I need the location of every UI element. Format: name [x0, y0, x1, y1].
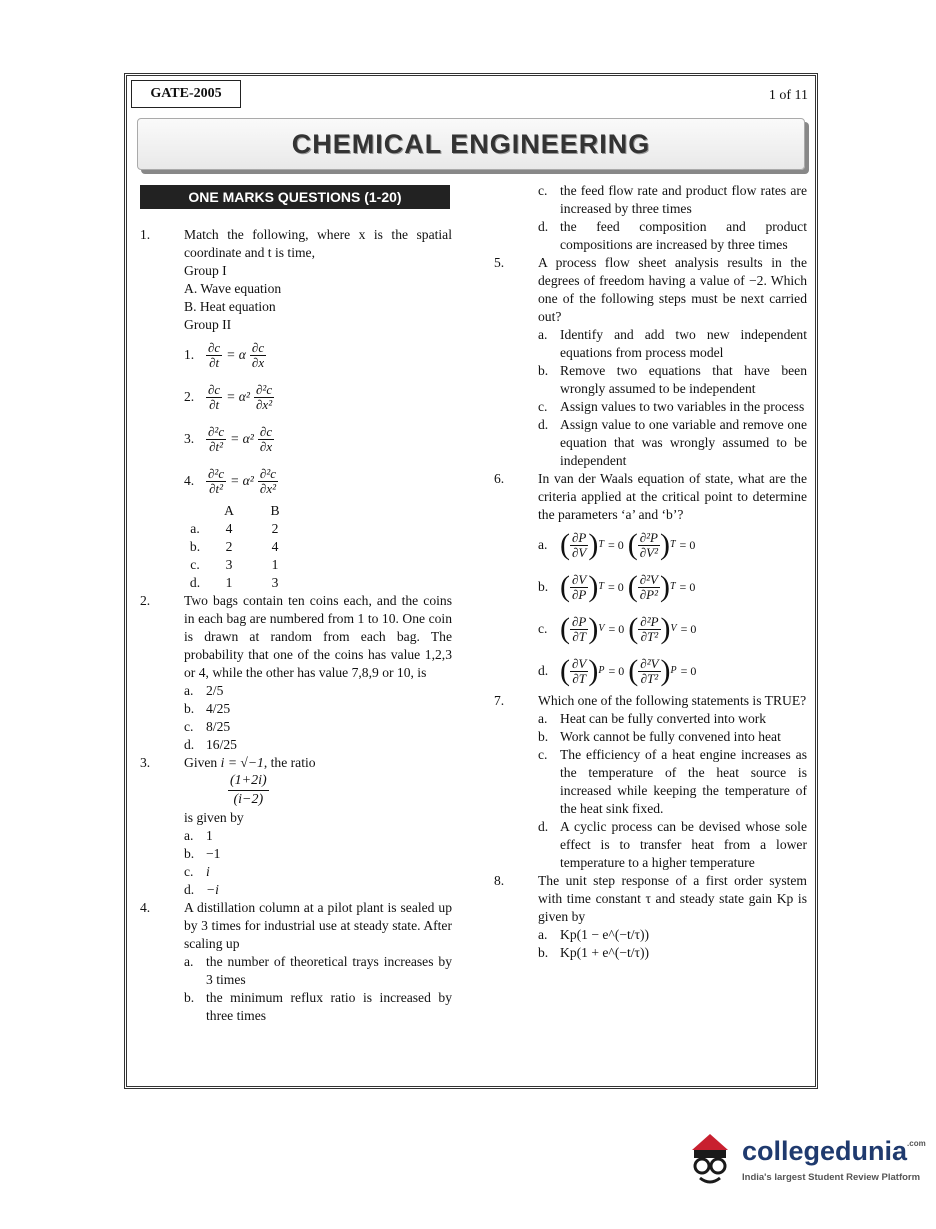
- group-label: Group II: [184, 317, 232, 332]
- question-text: Two bags contain ten coins each, and the coins in each bag are numbered from 1 to 10. One coin is drawn at random from each bag. The probability that one of the coins has value 1,2,3 or 4, while the other has value 7,8,9 or 10, is: [184, 593, 452, 680]
- option: a. Identify and add two new independent equations from process model: [538, 327, 807, 360]
- vdw-option: c. ( $\frac{\partial P}{\partial T}$ ) V = 0 ( $\frac{\text{∂²P}}{\text{∂T²}}$ ) V = 0: [538, 612, 697, 645]
- question-number: 6.: [494, 471, 505, 486]
- option: a. 1: [184, 828, 213, 843]
- question-text: A process flow sheet analysis results in the degrees of freedom having a value of −2. Which one of the following steps must be next carried out?: [538, 255, 807, 324]
- option: b. the minimum reflux ratio is increased by three times: [184, 990, 452, 1023]
- option: c. The efficiency of a heat engine increases as the temperature of the heat source is increased while keeping the temperature of the heat sink fixed.: [538, 747, 807, 816]
- vdw-option: d. ( $\frac{\partial V}{\partial T}$ ) P = 0 ( $\frac{\text{∂²V}}{\text{∂T²}}$ ) P = 0: [538, 654, 697, 687]
- question-1: [140, 226, 452, 502]
- left-column: [140, 226, 452, 1025]
- question-text: Which one of the following statements is TRUE?: [538, 693, 807, 708]
- option: c. Assign values to two variables in the process: [538, 399, 805, 414]
- logo-wordmark: collegedunia$^{.com}$: [742, 1136, 926, 1166]
- option: c. i: [184, 864, 210, 879]
- vdw-options: [538, 524, 807, 692]
- equation-2: 2. $\frac{\partial c}{\partial t}$ = α² $\frac{\text{∂²c}}{\text{∂x²}}$: [184, 381, 273, 412]
- option: d. −i: [184, 882, 219, 897]
- option: d. A cyclic process can be devised whose sole effect is to transfer heat from a lower temperature to a higher temperature: [538, 819, 807, 870]
- vdw-option: a. ( $\frac{\partial P}{\partial V}$ ) T = 0 ( $\frac{\text{∂²P}}{\text{∂V²}}$ ) T = 0: [538, 528, 696, 561]
- question-number: 3.: [140, 755, 151, 770]
- group-label: Group I: [184, 263, 227, 278]
- ratio-expression: $\frac{(1+2i)}{(i-2)}$: [230, 773, 267, 807]
- page-number: 1 of 11: [768, 88, 808, 103]
- option: b. Remove two equations that have been wrongly assumed to be independent: [538, 363, 807, 396]
- exam-label: GATE-2005: [131, 80, 241, 108]
- question-text: Given i = √−1, the ratio: [184, 755, 316, 770]
- question-text: The unit step response of a first order system with time constant τ and steady state gain Kp is given by: [538, 873, 807, 924]
- right-column: [494, 182, 807, 962]
- group-item: A. Wave equation: [184, 281, 282, 296]
- equation-1: 1. $\frac{\partial c}{\partial t}$ = α $\frac{\partial c}{\partial x}$: [184, 339, 265, 370]
- vdw-option: b. ( $\frac{\partial V}{\partial P}$ ) T = 0 ( $\frac{\text{∂²V}}{\text{∂P²}}$ ) T = 0: [538, 570, 696, 603]
- group-item: B. Heat equation: [184, 299, 276, 314]
- option: a. the number of theoretical trays increases by 3 times: [184, 954, 452, 987]
- question-2: [140, 592, 452, 754]
- question-number: 2.: [140, 593, 151, 608]
- option: b. 4/25: [184, 701, 231, 716]
- question-text: A distillation column at a pilot plant is sealed up by 3 times for industrial use at steady state. After scaling up: [184, 900, 452, 951]
- logo-tagline: India's largest Student Review Platform: [742, 1172, 921, 1183]
- question-number: 7.: [494, 693, 505, 708]
- collegedunia-logo-icon: [680, 1128, 740, 1192]
- option: a. 2/5: [184, 683, 224, 698]
- question-6: [494, 470, 807, 692]
- option: a. Heat can be fully converted into work: [538, 711, 767, 726]
- option: a. Kp(1 − e^(−t/τ)): [538, 927, 650, 942]
- option: c. 8/25: [184, 719, 231, 734]
- question-7: [494, 692, 807, 872]
- question-8: [494, 872, 807, 962]
- title-banner: [137, 118, 805, 170]
- section-heading: ONE MARKS QUESTIONS (1-20): [140, 185, 450, 209]
- question-text: Match the following, where x is the spatial coordinate and t is time,: [184, 227, 452, 260]
- option: b. Work cannot be fully convened into heat: [538, 729, 781, 744]
- option: d. Assign value to one variable and remove one equation that was wrongly assumed to be independent: [538, 417, 807, 468]
- option: c. the feed flow rate and product flow rates are increased by three times: [538, 183, 807, 216]
- question-text: In van der Waals equation of state, what are the criteria applied at the critical point to determine the parameters ‘a’ and ‘b’?: [538, 471, 807, 522]
- option: d. the feed composition and product compositions are increased by three times: [538, 219, 807, 252]
- equation-3: 3. $\frac{\text{∂²c}}{\text{∂t²}}$ = α² $\frac{\partial c}{\partial x}$: [184, 423, 273, 454]
- option: b. Kp(1 + e^(−t/τ)): [538, 945, 650, 960]
- question-number: 8.: [494, 873, 505, 888]
- question-number: 1.: [140, 227, 151, 242]
- question-5: [494, 254, 807, 470]
- question-3: 3. Given i = √−1, the ratio $\frac{(1+2i)}{(i-2)}$ is given by a. 1 b. −1 c. i d. −i: [140, 754, 452, 899]
- match-table: A B a. 4 2 b. 2 4 c. 3 1 d. 1 3: [189, 503, 280, 590]
- option: b. −1: [184, 846, 221, 861]
- option: d. 16/25: [184, 737, 237, 752]
- question-4: [140, 899, 452, 1025]
- equation-4: 4. $\frac{\text{∂²c}}{\text{∂t²}}$ = α² $\frac{\text{∂²c}}{\text{∂x²}}$: [184, 465, 276, 496]
- question-number: 5.: [494, 255, 505, 270]
- question-number: 4.: [140, 900, 151, 915]
- page-title: CHEMICAL ENGINEERING: [291, 128, 651, 159]
